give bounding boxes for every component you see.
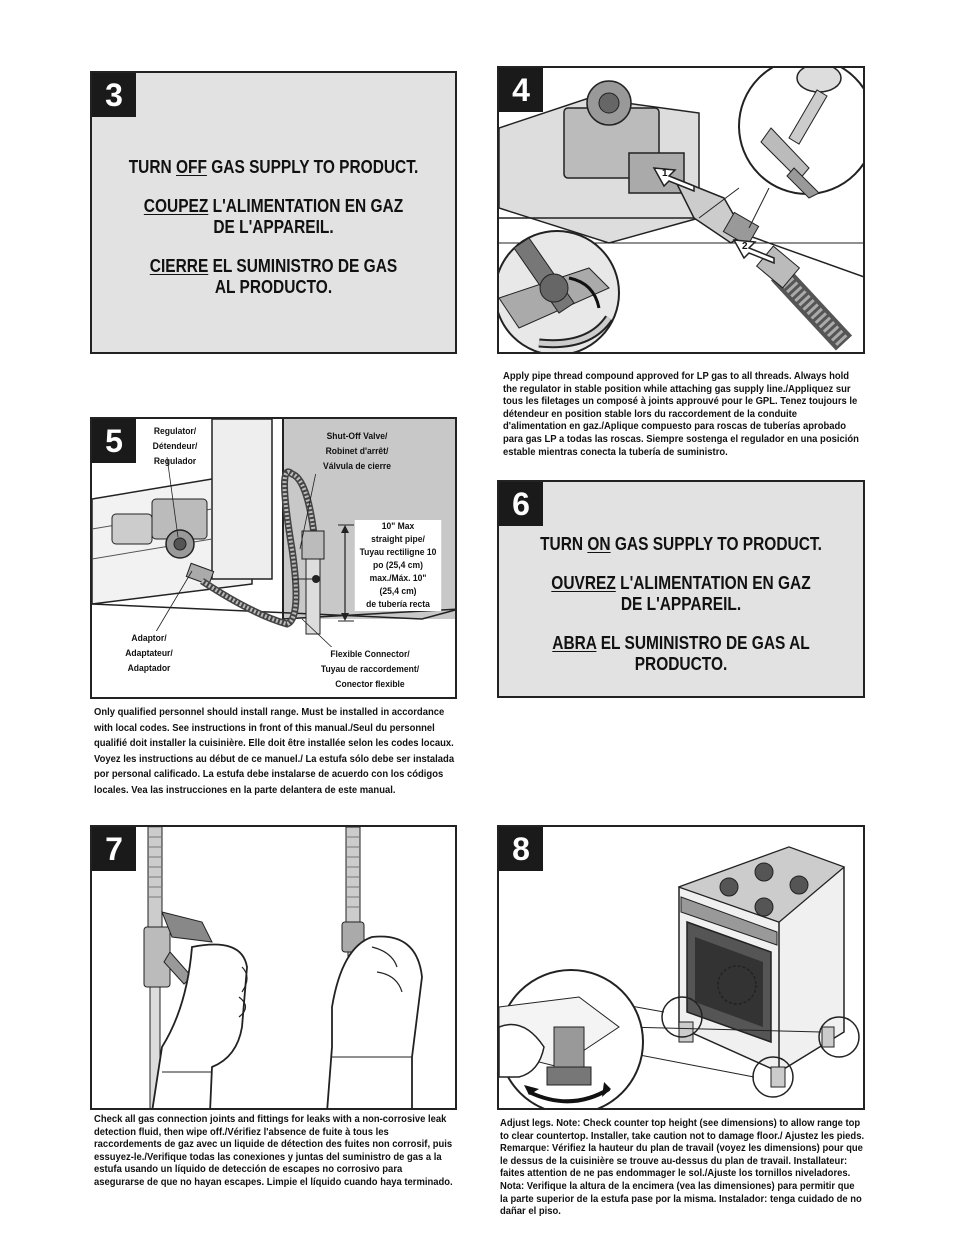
step5-caption: Only qualified personnel should install range. Must be installed in accordance with local codes. See instructions in front of this manual./Seul du personnel qualifié doit installer la cuisinière. Elle doit être installée selon les codes locaux. Voyez les instructions au début de ce manuel./ La estufa sólo debe ser instalada por personal calificado. La estufa debe instalarse de acuerdo con los códigos locales. Vea las instrucciones en la parte delantera de este manual. [94, 706, 455, 796]
step4-arrow1-label: 1 [662, 168, 668, 179]
step6-panel [497, 480, 865, 698]
step6-line1: TURN ON GAS SUPPLY TO PRODUCT. [540, 534, 822, 554]
step4-number: 4 [499, 68, 543, 112]
step8-illustration [499, 827, 865, 1110]
step5-number: 5 [92, 419, 136, 463]
step3-instructions [117, 157, 429, 316]
straight-pipe-label: 10" Max straight pipe/ Tuyau rectiligne 10 po (25,4 cm) max./Máx. 10" (25,4 cm) de tubería recta [355, 520, 441, 611]
step7-caption: Check all gas connection joints and fittings for leaks with a non-corrosive leak detection fluid, then wipe off./Vérifiez l'absence de fuite à tous les raccordements de gaz avec un liquide de détection des fuites non corrosif, puis essuyez-le./Verifique todas las conexiones y juntas del suministro de gas a la estufa usando un líquido de detección de escapes no corrosivo para asegurarse de que no hayan escapes. Limpie el líquido cuando haya terminado. [94, 1113, 453, 1188]
step6-instructions [524, 534, 837, 693]
step6-number: 6 [499, 482, 543, 526]
step5-panel [90, 417, 457, 699]
step3-line1: TURN OFF GAS SUPPLY TO PRODUCT. [128, 157, 419, 177]
step4-panel [497, 66, 865, 354]
flexible-connector-label: Flexible Connector/ Tuyau de raccordement/ Conector flexible [311, 647, 430, 692]
step3-line2: COUPEZ L'ALIMENTATION EN GAZ DE L'APPAREIL. [143, 196, 404, 237]
step4-arrow2-label: 2 [742, 241, 748, 252]
step3-number: 3 [92, 73, 136, 117]
step3-line3: CIERRE EL SUMINISTRO DE GAS AL PRODUCTO. [149, 256, 398, 297]
step6-line3: ABRA EL SUMINISTRO DE GAS AL PRODUCTO. [552, 633, 810, 674]
step8-caption: Adjust legs. Note: Check counter top height (see dimensions) to allow range top to clear countertop. Installer, take caution not to damage floor./ Ajustez les pieds. Remarque: Vérifiez la hauteur du plan de travail (voyez les dimensions) pour que le dessus de la cuisinière se trouve au-dessus du plan de travail. Installateur: faites attention de ne pas endommager le sol./Ajuste los tornillos niveladores. Nota: Verifique la altura de la encimera (vea las dimensiones) para permitir que la parte superior de la estufa pase por la misma. Instalador: tenga cuidado de no dañar el piso. [500, 1117, 865, 1218]
step8-number: 8 [499, 827, 543, 871]
step8-panel [497, 825, 865, 1110]
shutoff-valve-label: Shut-Off Valve/ Robinet d'arrêt/ Válvula de cierre [308, 429, 407, 474]
step7-illustration [92, 827, 457, 1110]
step3-panel [90, 71, 457, 354]
step7-number: 7 [92, 827, 136, 871]
adaptor-label: Adaptor/ Adaptateur/ Adaptador [118, 631, 181, 676]
step6-line2: OUVREZ L'ALIMENTATION EN GAZ DE L'APPAREIL. [551, 573, 811, 614]
regulator-label: Regulator/ Détendeur/ Regulador [152, 426, 198, 467]
step7-panel [90, 825, 457, 1110]
step4-caption: Apply pipe thread compound approved for LP gas to all threads. Always hold the regulator in stable position while attaching gas supply line./Appliquez sur tous les filetages un composé à joints approuvé pour le GPL. Tenez toujours le détendeur en position stable lors du raccordement de la conduite d'alimentation en gaz./Aplique compuesto para roscas de tuberías aprobado para gas LP a todas las roscas. Siempre sostenga el regulador en una posición estable mientras conecta la tubería de suministro. [503, 370, 859, 458]
step4-illustration [499, 68, 865, 354]
